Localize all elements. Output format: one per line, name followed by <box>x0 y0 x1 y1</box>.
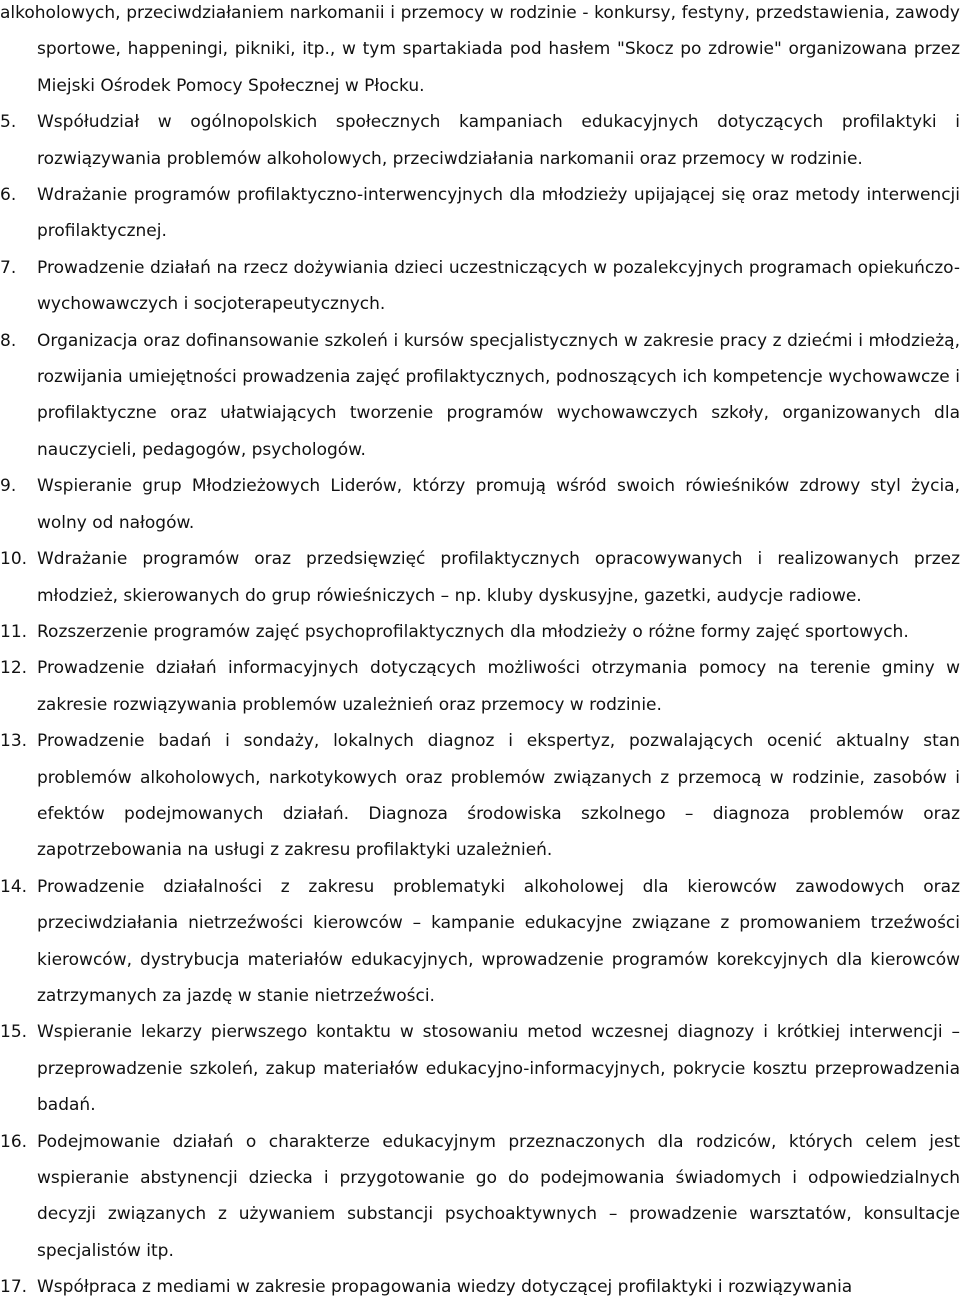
list-item-number: 5. <box>0 112 17 133</box>
list-item <box>0 177 960 250</box>
list-item <box>0 1124 960 1270</box>
continuation-paragraph <box>0 0 960 104</box>
list-item <box>0 323 960 469</box>
list-item-number: 10. <box>0 549 28 570</box>
list-item-number: 11. <box>0 621 28 642</box>
list-item <box>0 1014 960 1123</box>
list-item-text: Współpraca z mediami w zakresie propagowania wiedzy dotyczącej profilaktyki i rozwiązywania <box>37 1277 853 1298</box>
list-item <box>0 650 960 723</box>
list-item-number: 17. <box>0 1277 28 1298</box>
list-item-text: Współudział w ogólnopolskich społecznych kampaniach edukacyjnych dotyczących profilaktyki i rozwiązywania problemów alkoholowych, przeciwdziałania narkomanii oraz przemocy w rodzinie. <box>37 112 960 169</box>
list-item-number: 8. <box>0 330 17 351</box>
list-item <box>0 1269 960 1305</box>
list-item-number: 7. <box>0 257 17 278</box>
list-item <box>0 869 960 1015</box>
numbered-list <box>0 104 960 1305</box>
list-item-number: 12. <box>0 658 28 679</box>
list-item <box>0 104 960 177</box>
list-item-number: 14. <box>0 876 28 897</box>
continuation-text: alkoholowych, przeciwdziałaniem narkomanii i przemocy w rodzinie - konkursy, festyny, przedstawienia, zawody sportowe, happeningi, pikniki, itp., w tym spartakiada pod hasłem "Skocz po zdrowie" organizowana przez Miejski Ośrodek Pomocy Społecznej w Płocku. <box>0 3 960 96</box>
list-item-text: Prowadzenie badań i sondaży, lokalnych diagnoz i ekspertyz, pozwalających ocenić aktualny stan problemów alkoholowych, narkotykowych oraz problemów związanych z przemocą w rodzinie, zasobów i efektów podejmowanych działań. Diagnoza środowiska szkolnego – diagnoza problemów oraz zapotrzebowania na usługi z zakresu profilaktyki uzależnień. <box>37 731 960 861</box>
list-item <box>0 541 960 614</box>
list-item <box>0 250 960 323</box>
list-item-number: 16. <box>0 1131 28 1152</box>
list-item-text: Wspieranie lekarzy pierwszego kontaktu w stosowaniu metod wczesnej diagnozy i krótkiej interwencji – przeprowadzenie szkoleń, zakup materiałów edukacyjno-informacyjnych, pokrycie kosztu przeprowadzenia badań. <box>37 1022 960 1116</box>
list-item-text: Prowadzenie działań informacyjnych dotyczących możliwości otrzymania pomocy na terenie gminy w zakresie rozwiązywania problemów uzależnień oraz przemocy w rodzinie. <box>37 658 960 715</box>
list-item-number: 15. <box>0 1022 28 1043</box>
list-item <box>0 614 960 650</box>
list-item-number: 9. <box>0 476 17 497</box>
list-item-text: Rozszerzenie programów zajęć psychoprofilaktycznych dla młodzieży o różne formy zajęć sportowych. <box>37 621 909 642</box>
list-item-text: Prowadzenie działalności z zakresu problematyki alkoholowej dla kierowców zawodowych oraz przeciwdziałania nietrzeźwości kierowców – kampanie edukacyjne związane z promowaniem trzeźwości kierowców, dystrybucja materiałów edukacyjnych, wprowadzenie programów korekcyjnych dla kierowców zatrzymanych za jazdę w stanie nietrzeźwości. <box>37 876 960 1006</box>
list-item-number: 6. <box>0 185 17 206</box>
list-item-text: Organizacja oraz dofinansowanie szkoleń i kursów specjalistycznych w zakresie pracy z dziećmi i młodzieżą, rozwijania umiejętności prowadzenia zajęć profilaktycznych, podnoszących ich kompetencje wychowawcze i profilaktyczne oraz ułatwiających tworzenie programów wychowawczych szkoły, organizowanych dla nauczycieli, pedagogów, psychologów. <box>37 330 960 460</box>
list-item-text: Wdrażanie programów profilaktyczno-interwencyjnych dla młodzieży upijającej się oraz metody interwencji profilaktycznej. <box>37 185 960 242</box>
list-item-text: Podejmowanie działań o charakterze edukacyjnym przeznaczonych dla rodziców, których celem jest wspieranie abstynencji dziecka i przygotowanie go do podejmowania świadomych i odpowiedzialnych decyzji związanych z używaniem substancji psychoaktywnych – prowadzenie warsztatów, konsultacje specjalistów itp. <box>37 1131 960 1261</box>
list-item-text: Wdrażanie programów oraz przedsięwzięć profilaktycznych opracowywanych i realizowanych przez młodzież, skierowanych do grup rówieśniczych – np. kluby dyskusyjne, gazetki, audycje radiowe. <box>37 549 960 606</box>
list-item-number: 13. <box>0 731 28 752</box>
list-item-text: Prowadzenie działań na rzecz dożywiania dzieci uczestniczących w pozalekcyjnych programach opiekuńczo-wychowawczych i socjoterapeutycznych. <box>37 257 960 315</box>
list-item <box>0 468 960 541</box>
list-item <box>0 723 960 869</box>
list-item-text: Wspieranie grup Młodzieżowych Liderów, którzy promują wśród swoich rówieśników zdrowy styl życia, wolny od nałogów. <box>37 476 960 533</box>
